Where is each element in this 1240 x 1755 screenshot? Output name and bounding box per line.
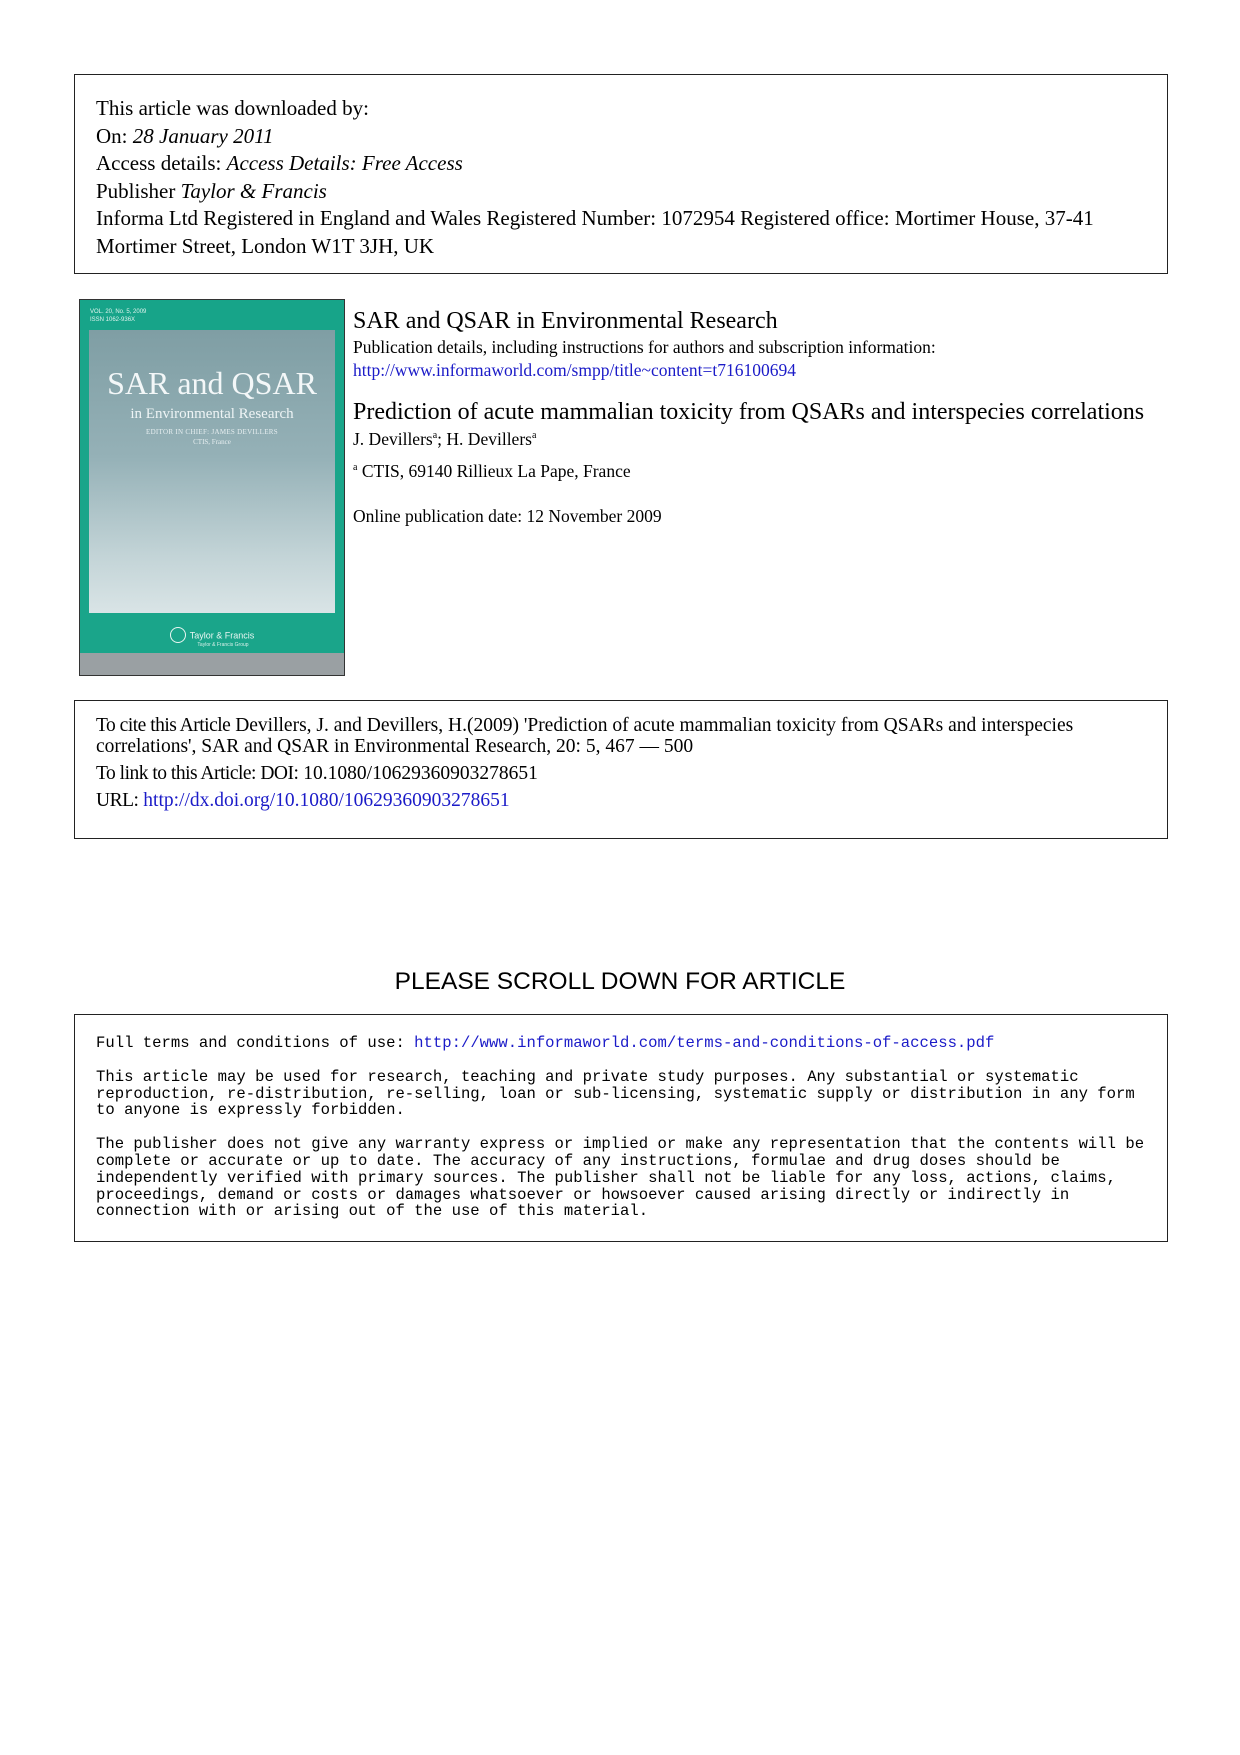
citation-box (74, 700, 1168, 839)
cover-location: CTIS, France (193, 438, 231, 446)
cover-subtitle: in Environmental Research (130, 406, 294, 422)
cover-panel (89, 330, 335, 613)
cover-editor: EDITOR IN CHIEF: JAMES DEVILLERS (146, 428, 278, 436)
cite-text: Devillers, J. and Devillers, H.(2009) 'Prediction of acute mammalian toxicity from QSARs and interspecies correlations', SAR and QSAR in Environmental Research, 20: 5, 467 — 500 (96, 715, 1074, 757)
terms-usage-paragraph: This article may be used for research, teaching and private study purposes. Any substantial or systematic reproduction, re-distribution, re-selling, loan or sub-licensing, systematic supply or distribution in any form to anyone is expressly forbidden. (96, 1067, 1135, 1120)
publisher-label: Publisher (96, 178, 181, 203)
url-label: URL: (96, 790, 139, 811)
terms-warranty-paragraph: The publisher does not give any warranty express or implied or make any representation that the contents will be complete or accurate or up to date. The accuracy of any instructions, formulae and drug doses should be independently verified with primary sources. The publisher shall not be liable for any loss, actions, claims, proceedings, demand or costs or damages whatsoever or howsoever caused arising directly or indirectly in connection with or arising out of the use of this material. (96, 1135, 1145, 1221)
publisher-name: Taylor & Francis (180, 178, 327, 203)
downloaded-by-line: This article was downloaded by: (96, 96, 369, 120)
terms-url-line (96, 1035, 1147, 1052)
url-line (96, 790, 1147, 811)
access-details-line (96, 150, 1147, 178)
download-date: 28 January 2011 (132, 123, 274, 148)
journal-info (353, 306, 1183, 528)
access-details-value: Access Details: Free Access (226, 151, 463, 175)
terms-url-link[interactable]: http://www.informaworld.com/terms-and-conditions-of-access.pdf (414, 1034, 995, 1052)
download-info-box (74, 74, 1168, 274)
taylor-francis-logo (80, 626, 344, 648)
cover-top-strip (80, 300, 344, 330)
publisher-line (96, 178, 1147, 206)
cover-logo-text: Taylor & Francis (189, 630, 255, 641)
authors-line (353, 428, 1183, 451)
access-details-label: Access details: (96, 151, 227, 175)
journal-url-link[interactable]: http://www.informaworld.com/smpp/title~content=t716100694 (353, 360, 797, 380)
download-date-label: On: (96, 123, 133, 148)
scroll-notice: PLEASE SCROLL DOWN FOR ARTICLE (394, 968, 846, 995)
author-1: J. Devillers (353, 429, 433, 449)
author-1-affil-mark: a (432, 430, 438, 442)
affiliation: CTIS, 69140 Rillieux La Pape, France (361, 461, 631, 481)
doi-url-link[interactable]: http://dx.doi.org/10.1080/10629360903278651 (143, 790, 510, 811)
cover-bottom-bar (80, 653, 344, 675)
journal-title: SAR and QSAR in Environmental Research (353, 308, 778, 334)
doi-value: 10.1080/10629360903278651 (303, 763, 538, 784)
registered-office: Informa Ltd Registered in England and Wales Registered Number: 1072954 Registered office: Mortimer House, 37-41 Mortimer Street, London W1T 3JH, UK (96, 206, 1094, 258)
online-publication-date: Online publication date: 12 November 2009 (353, 506, 662, 526)
author-separator: ; (437, 429, 447, 449)
publication-details: Publication details, including instructions for authors and subscription information: (353, 337, 936, 357)
terms-box (74, 1014, 1168, 1242)
affiliation-line (353, 460, 1183, 483)
publisher-logo-icon (170, 627, 186, 643)
cover-volume-text: VOL. 20, No. 5, 2009 (90, 309, 147, 315)
cover-title: SAR and QSAR (107, 365, 317, 401)
cite-line (96, 715, 1147, 757)
cover-logo-tagline: Taylor & Francis Group (197, 642, 249, 648)
doi-label: To link to this Article: DOI: (96, 763, 299, 784)
author-2: H. Devillers (446, 429, 532, 449)
affiliation-mark: a (353, 462, 358, 474)
author-2-affil-mark: a (531, 430, 537, 442)
cite-label: To cite this Article (96, 715, 231, 736)
download-date-line (96, 123, 1147, 151)
journal-cover-image (79, 299, 345, 676)
terms-label: Full terms and conditions of use: (96, 1034, 415, 1052)
article-title: Prediction of acute mammalian toxicity from QSARs and interspecies correlations (353, 399, 1145, 425)
doi-line (96, 763, 1147, 784)
cover-issn-text: ISSN 1062-936X (90, 317, 136, 323)
